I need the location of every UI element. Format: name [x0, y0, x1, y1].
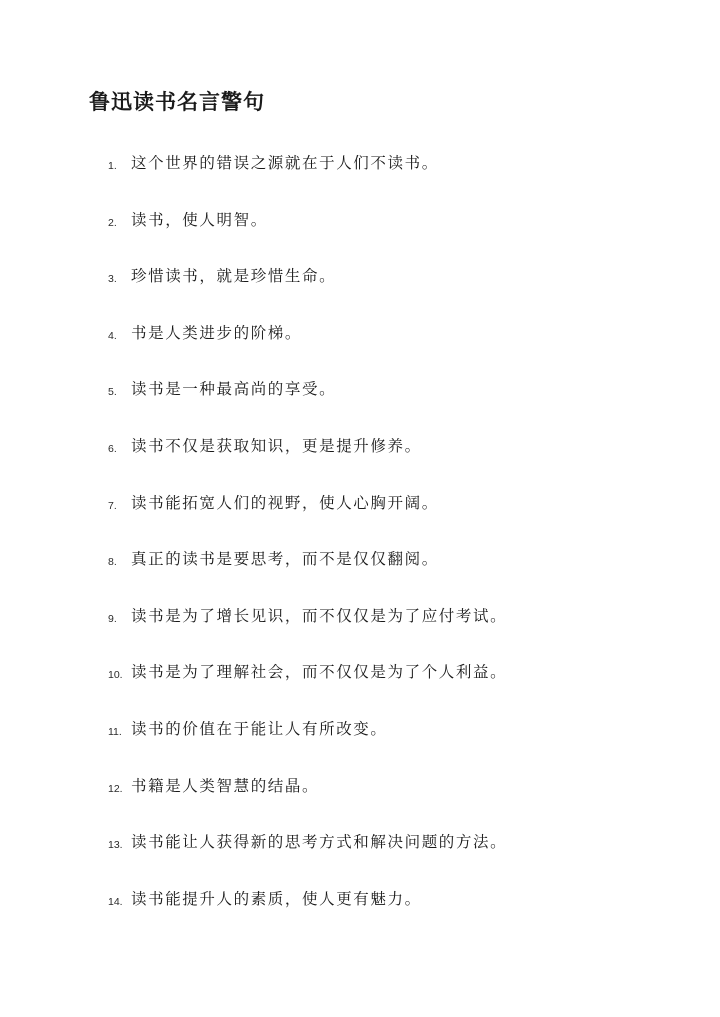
list-item-number: 4. — [108, 329, 117, 342]
quote-list — [0, 150, 720, 942]
list-item — [0, 546, 720, 603]
list-item — [0, 716, 720, 773]
list-item-number: 8. — [108, 556, 117, 569]
list-item-number: 10. — [108, 669, 123, 682]
list-item-number: 9. — [108, 612, 117, 625]
list-item-text: 读书能提升人的素质，使人更有魅力。 — [131, 889, 422, 908]
list-item — [0, 376, 720, 433]
list-item-number: 2. — [108, 216, 117, 229]
list-item-number: 7. — [108, 499, 117, 512]
list-item — [0, 320, 720, 377]
list-item — [0, 207, 720, 264]
list-item-text: 读书是为了理解社会，而不仅仅是为了个人利益。 — [131, 663, 508, 682]
list-item-text: 读书是一种最高尚的享受。 — [131, 380, 337, 399]
list-item-text: 读书是为了增长见识，而不仅仅是为了应付考试。 — [131, 606, 508, 625]
document-title: 鲁迅读书名言警句 — [89, 89, 265, 114]
list-item — [0, 263, 720, 320]
list-item-text: 读书，使人明智。 — [131, 210, 268, 229]
list-item-number: 1. — [108, 160, 117, 172]
list-item — [0, 490, 720, 547]
list-item-text: 读书能让人获得新的思考方式和解决问题的方法。 — [131, 833, 508, 852]
list-item-text: 书籍是人类智慧的结晶。 — [131, 776, 320, 795]
list-item-number: 11. — [108, 725, 122, 738]
list-item-number: 12. — [108, 782, 123, 795]
list-item-text: 这个世界的错误之源就在于人们不读书。 — [131, 154, 439, 172]
list-item-number: 14. — [108, 895, 123, 908]
list-item — [0, 773, 720, 830]
list-item-text: 读书的价值在于能让人有所改变。 — [131, 719, 388, 738]
list-item-text: 真正的读书是要思考，而不是仅仅翻阅。 — [131, 550, 439, 569]
list-item — [0, 433, 720, 490]
list-item-text: 书是人类进步的阶梯。 — [131, 323, 303, 342]
list-item-number: 3. — [108, 273, 117, 286]
list-item-text: 珍惜读书，就是珍惜生命。 — [131, 267, 337, 286]
list-item-number: 6. — [108, 442, 117, 455]
list-item-number: 13. — [108, 839, 123, 852]
list-item-text: 读书不仅是获取知识，更是提升修养。 — [131, 436, 422, 455]
list-item-text: 读书能拓宽人们的视野，使人心胸开阔。 — [131, 493, 439, 512]
list-item — [0, 829, 720, 886]
list-item-number: 5. — [108, 386, 117, 399]
list-item — [0, 886, 720, 943]
list-item — [0, 150, 720, 207]
list-item — [0, 659, 720, 716]
list-item — [0, 603, 720, 660]
